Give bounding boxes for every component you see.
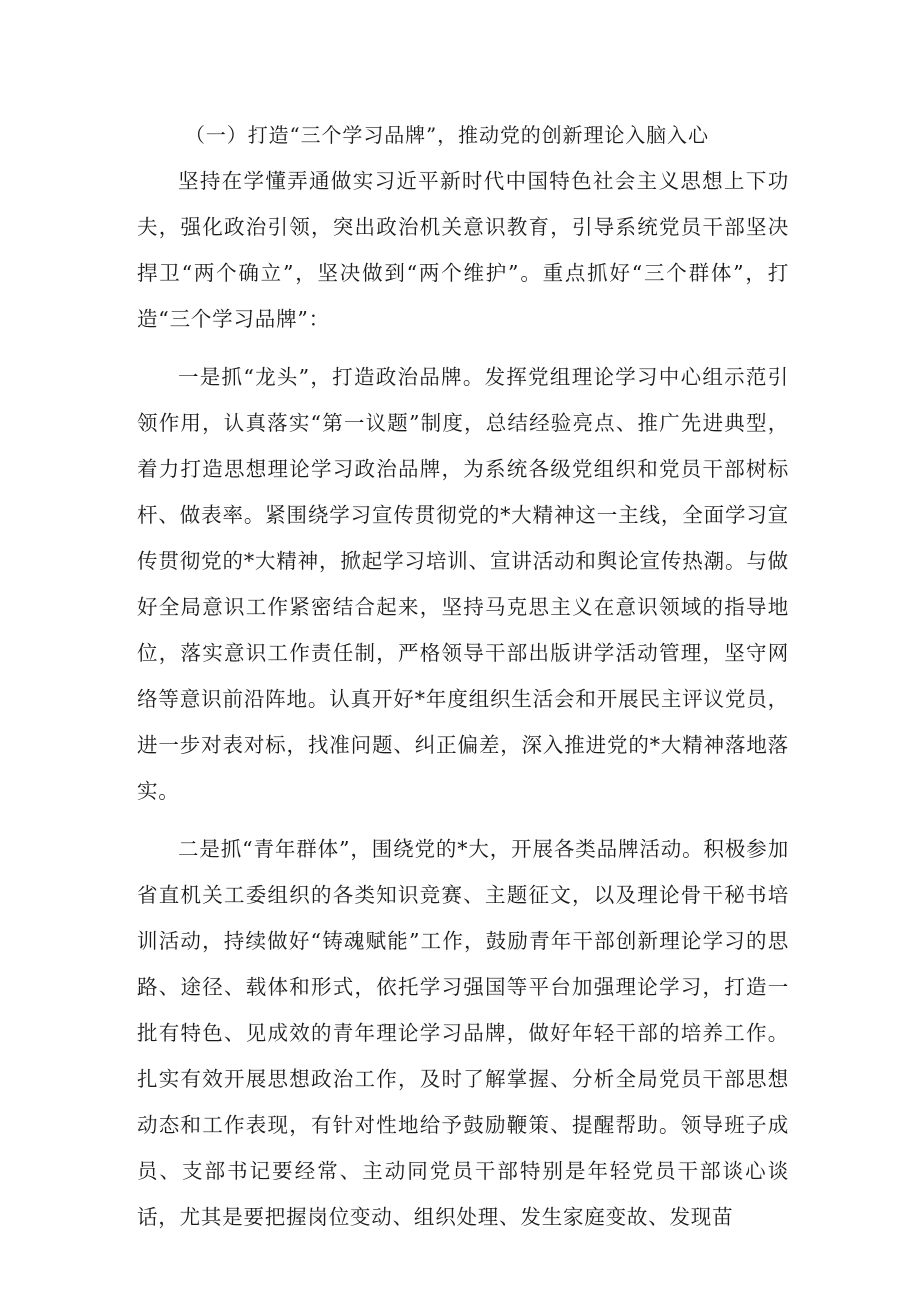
document-body (137, 112, 789, 1240)
paragraph-political-brand: 一是抓“龙头”，打造政治品牌。发挥党组理论学习中心组示范引领作用，认真落实“第一议题”制度，总结经验亮点、推广先进典型，着力打造思想理论学习政治品牌，为系统各级党组织和党员干部树标杆、做表率。紧围绕学习宣传贯彻党的*大精神这一主线，全面学习宣传贯彻党的*大精神，掀起学习培训、宣讲活动和舆论宣传热潮。与做好全局意识工作紧密结合起来，坚持马克思主义在意识领域的指导地位，落实意识工作责任制，严格领导干部出版讲学活动管理，坚守网络等意识前沿阵地。认真开好*年度组织生活会和开展民主评议党员，进一步对表对标，找准问题、纠正偏差，深入推进党的*大精神落地落实。 (137, 365, 789, 803)
paragraph-intro: 坚持在学懂弄通做实习近平新时代中国特色社会主义思想上下功夫，强化政治引领，突出政治机关意识教育，引导系统党员干部坚决捍卫“两个确立”，坚决做到“两个维护”。重点抓好“三个群体”，打造“三个学习品牌”： (137, 169, 789, 331)
paragraph-youth-group: 二是抓“青年群体”，围绕党的*大，开展各类品牌活动。积极参加省直机关工委组织的各类知识竞赛、主题征文，以及理论骨干秘书培训活动，持续做好“铸魂赋能”工作，鼓励青年干部创新理论学习的思路、途径、载体和形式，依托学习强国等平台加强理论学习，打造一批有特色、见成效的青年理论学习品牌，做好年轻干部的培养工作。扎实有效开展思想政治工作，及时了解掌握、分析全局党员干部思想动态和工作表现，有针对性地给予鼓励鞭策、提醒帮助。领导班子成员、支部书记要经常、主动同党员干部特别是年轻党员干部谈心谈话，尤其是要把握岗位变动、组织处理、发生家庭变故、发现苗 (137, 837, 789, 1229)
section-heading: （一）打造“三个学习品牌”，推动党的创新理论入脑入心 (185, 123, 709, 147)
